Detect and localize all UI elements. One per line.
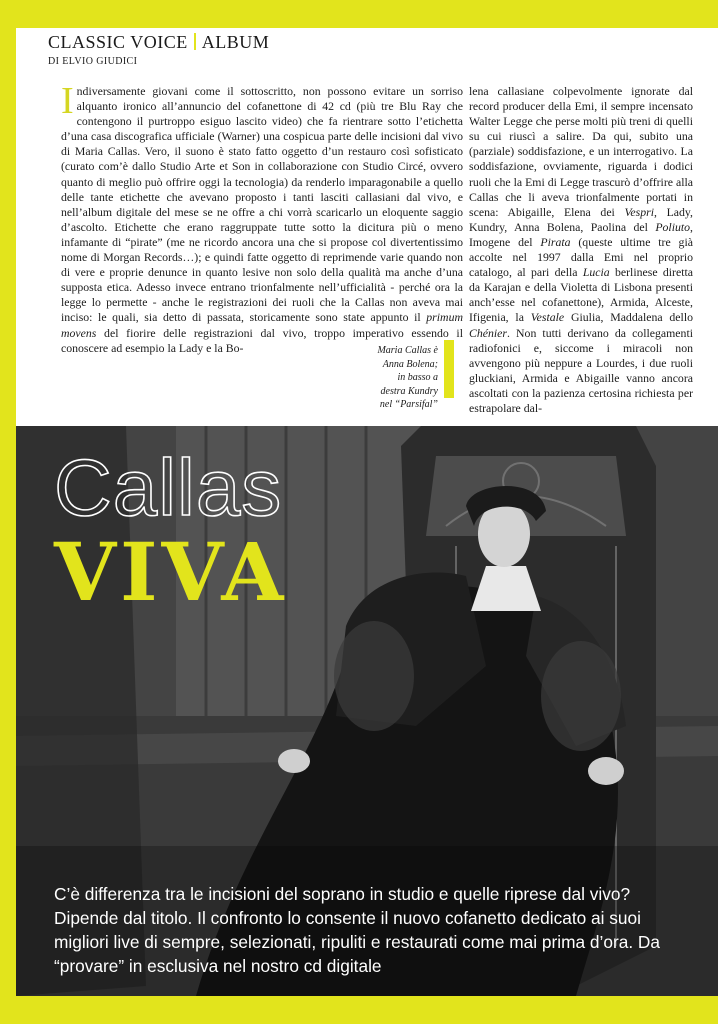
column1-end: del fiorire delle registrazioni dal vivo, troppo imperativo essendo il conoscere ad esempio la Lady e la Bo- bbox=[61, 325, 463, 355]
column2-text-f: Giulia, Maddalena dello bbox=[564, 310, 693, 325]
caption-line: destra Kundry bbox=[380, 385, 438, 397]
caption-line: Maria Callas è bbox=[377, 345, 438, 356]
opera-title: Vestale bbox=[530, 310, 565, 325]
opera-title: Chénier bbox=[469, 325, 508, 340]
column2-text-e: berlinese diretta da Karajan e della Violetta di Lisbona presenti anch’esse nel cofanettone), Armida, Alceste, Ifigenia, la bbox=[469, 265, 693, 325]
byline: DI ELVIO GIUDICI bbox=[48, 56, 138, 67]
caption-accent-bar bbox=[444, 340, 454, 398]
magazine-page bbox=[16, 28, 718, 996]
headline-light: Callas bbox=[54, 443, 283, 532]
column2-text-d: (queste ultime tre già accolte nel 1997 dalla Emi nel proprio catalogo, al pari della bbox=[469, 234, 693, 280]
column2-text-g: . Non tutti derivano da collegamenti radiofonici e, siccome i miracoli non avvengono più neppure a Lourdes, i due ruoli gluckiani, Armida e Abigaille vanno ancora ascoltati con la pazienza certosina richiesta per estrapolare dal- bbox=[469, 325, 693, 415]
opera-title: Pirata bbox=[540, 234, 571, 249]
section-label: ALBUM bbox=[201, 32, 270, 52]
opera-title: Vespri bbox=[624, 204, 654, 219]
opera-title: Poliuto bbox=[655, 219, 691, 234]
section-header bbox=[48, 30, 269, 67]
rubric bbox=[48, 30, 269, 54]
photo-caption bbox=[364, 344, 438, 412]
article-paragraph-1 bbox=[61, 80, 463, 356]
caption-line: in basso a bbox=[397, 372, 438, 383]
caption-line: Anna Bolena; bbox=[382, 358, 438, 370]
article-column-2 bbox=[469, 84, 693, 415]
headline-bold: VIVA bbox=[54, 525, 288, 619]
hero-photo bbox=[16, 426, 718, 996]
italic-term: primum movens bbox=[61, 310, 463, 340]
column1-text: ndiversamente giovani come il sottoscritto, non possono evitare un sorriso alquanto ironico all’annuncio del cofanettone di 42 cd (più tre Blu Ray che contengono il purtroppo esiguo lascito video) che fa rientrare sotto l’etichetta d’una casa discografica ufficiale (Warner) una cospicua parte delle incisioni dal vivo di Maria Callas. Vero, il suono è stato fatto oggetto d’un restauro così sofisticato (curato com’è dallo Studio Arte et Son in collaborazione con Studio Circé, ovvero quanto di meglio può offrire oggi la tecnologia) da renderlo imparagonabile a quello delle tante etichette che avevano proposto i tanti lasciti callasiani dal vivo, e nell’album digitale del mese se ne offre a chi vorrà scaricarlo un eloquente saggio d’ascolto. Etichette che erano raggruppate tutte sotto la dicitura più o meno infamante di “pirate” (me ne ricordo ancora una che si propose col divertentissimo nome di Morgan Records…); e quindi fatte oggetto di reprimende varie quando non di vere e proprie denunce in quanto lesive non solo della qualità ma anche d’una supposta etica. Adesso invece entrano trionfalmente nell’ufficialità - perché ora la legge lo permette - anche le registrazioni dei ruoli che la Callas non aveva mai inciso: le quali, sia detto di passata, storicamente sono state appunto il bbox=[61, 84, 463, 325]
column2-text-b: , Lady, Kundry, Anna Bolena, Paolina del bbox=[469, 204, 693, 234]
caption-line: nel “Parsifal” bbox=[379, 399, 438, 410]
column2-text-a: lena callasiane colpevolmente ignorate dal record producer della Emi, il sempre incensato Walter Legge che perse molti più treni di quelli su cui riuscì a salire. Da qui, subito una (parziale) soddisfazione, e un interrogativo. La soddisfazione, ovviamente, riguarda i dodici ruoli che la Emi di Legge trascurò d’offrire alla Callas che li aveva trionfalmente portati in scena: Abigaille, Elena dei bbox=[469, 84, 693, 219]
rubric-title: CLASSIC VOICE bbox=[48, 32, 188, 52]
column2-text-c: , Imogene del bbox=[469, 219, 693, 249]
standfirst: C’è differenza tra le incisioni del soprano in studio e quelle riprese dal vivo? Dipende dal titolo. Il confronto lo consente il nuovo cofanetto dedicato ai suoi migliori live di sempre, selezionati, ripuliti e restaurati come mai prima d’ora. Da “provare” in esclusiva nel nostro cd digitale bbox=[54, 884, 661, 976]
article-paragraph-2 bbox=[469, 84, 693, 416]
drop-cap: I bbox=[61, 80, 74, 122]
rubric-separator bbox=[194, 33, 196, 50]
opera-title: Lucia bbox=[582, 265, 610, 280]
